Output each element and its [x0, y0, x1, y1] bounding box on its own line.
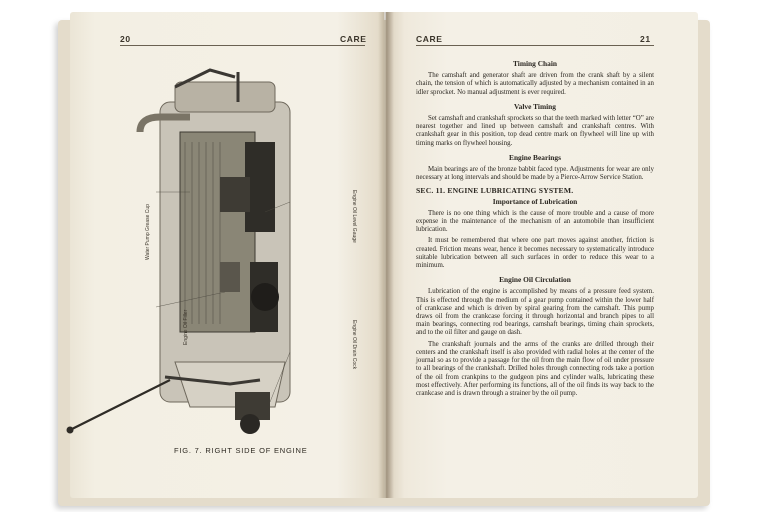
- paragraph-valve-timing: Set camshaft and crankshaft sprockets so that the teeth marked with letter “O” are nearest together and lined up between camshaft and crankshaft centres. With crankshaft gear in this position, top dead centre mark on flywheel will line up with timing marks on flywheel housing.: [416, 115, 654, 147]
- heading-timing-chain: Timing Chain: [512, 59, 558, 68]
- callout-oil-filler: Engine Oil Filler: [183, 309, 189, 345]
- left-header-rule: [120, 45, 365, 46]
- callout-oil-drain: Engine Oil Drain Cock: [351, 320, 357, 370]
- paragraph-importance-1: There is no one thing which is the cause of more trouble and a cause of more expense in the maintenance of the mechanism of an automobile than insufficient lubrication.: [416, 209, 654, 234]
- left-page-number: 20: [120, 34, 131, 44]
- figure-caption: FIG. 7. RIGHT SIDE OF ENGINE: [174, 446, 308, 455]
- heading-importance: Importance of Lubrication: [492, 196, 578, 206]
- engine-illustration: [60, 62, 310, 452]
- heading-engine-bearings: Engine Bearings: [509, 152, 561, 162]
- paragraph-engine-bearings: Main bearings are of the bronze babbit faced type. Adjustments for wear are only necessary at long intervals and should be made by a Pierce-Arrow Service Station.: [416, 166, 654, 182]
- left-running-head: CARE: [340, 34, 367, 44]
- callout-water-pump: Water Pump Grease Cup: [145, 204, 151, 260]
- engine-figure: [60, 62, 310, 452]
- heading-valve-timing: Valve Timing: [514, 101, 556, 111]
- book-gutter: [378, 12, 394, 498]
- right-running-head: CARE: [416, 34, 443, 44]
- paragraph-importance-2: It must be remembered that where one part moves against another, friction is created. Friction means wear, hence it becomes necessary to systematically introduce suitable lubrication between all such surfaces in order to reduce this wear to a minimum.: [416, 237, 654, 270]
- right-header-rule: [416, 45, 654, 46]
- paragraph-oil-circulation-2: The crankshaft journals and the arms of the cranks are drilled through their centers and the crankshaft itself is also provided with radial holes at the center of the journal so as to provide a passage for the oil from the main flow of oil under pressure to all bearings of the crankshaft. Drilled holes through connecting rods take a portion of the oil from crankpins to the gudgeon pins and cylinder walls, lubricating these most effectively. After performing its functions, all of the oil finds its way back to the crankcase and is drawn through a strainer by the oil pump.: [416, 340, 654, 397]
- right-page-text: [416, 52, 654, 401]
- right-page-number: 21: [640, 34, 651, 44]
- heading-oil-circulation: Engine Oil Circulation: [499, 275, 571, 285]
- callout-oil-level: Engine Oil Level Gauge: [351, 190, 357, 243]
- paragraph-timing-chain: The camshaft and generator shaft are driven from the crank shaft by a silent chain, the tension of which is automatically adjusted by a mechanism contained in an idler sprocket. No manual adjustment is ever required.: [416, 72, 654, 96]
- paragraph-oil-circulation-1: Lubrication of the engine is accomplished by means of a pressure feed system. This is effected through the medium of a gear pump contained within the lower half of crankcase and which is driven by spiral gearing from the camshaft. This pump draws oil from the crankcase forcing it through horizontal and branch pipes to all main bearings, connecting rod bearings, camshaft bearings, timing chain sprockets, and to the oil filter and gauge on dash.: [416, 288, 654, 337]
- section-heading: SEC. 11. ENGINE LUBRICATING SYSTEM.: [416, 186, 574, 196]
